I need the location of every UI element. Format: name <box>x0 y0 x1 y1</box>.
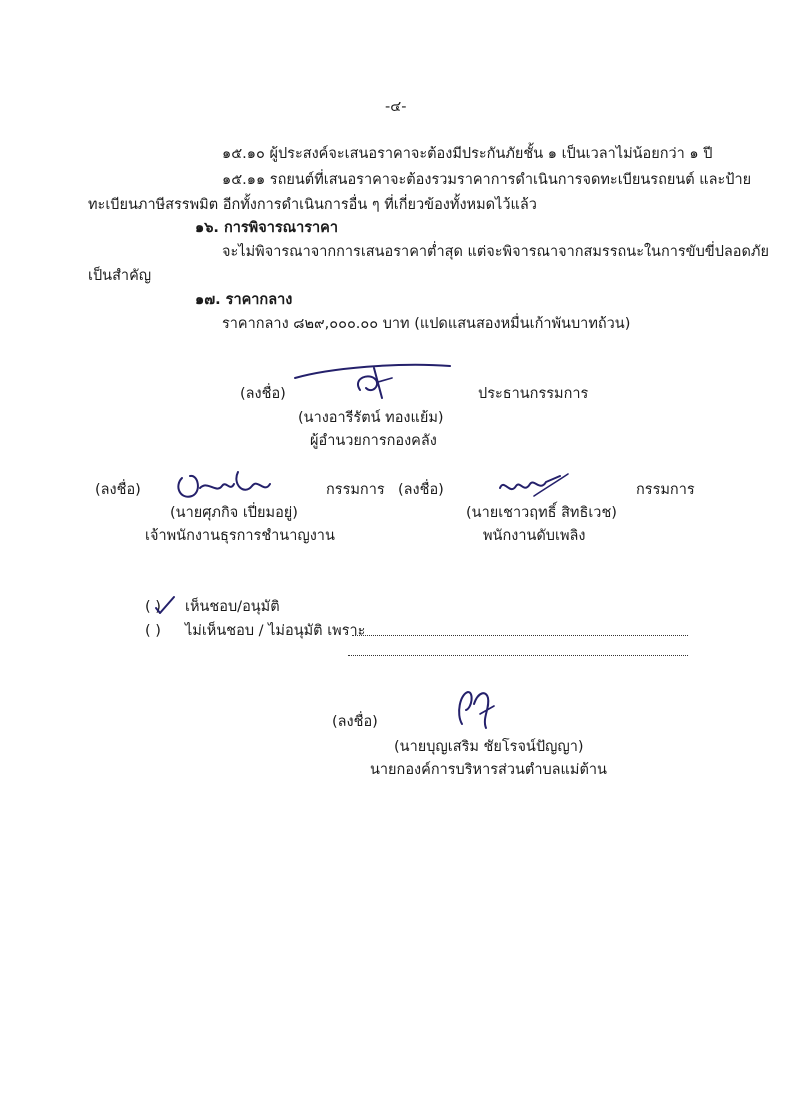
section-16-line2: เป็นสำคัญ <box>88 268 152 284</box>
chairman-name: (นางอารีรัตน์ ทองแย้ม) <box>298 410 444 426</box>
reject-reason-line-1 <box>352 635 688 636</box>
member1-sign-label: (ลงชื่อ) <box>95 482 141 498</box>
chairman-role: ประธานกรรมการ <box>478 386 589 402</box>
approve-text: เห็นชอบ/อนุมัติ <box>185 599 280 615</box>
clause-15-11-line1: ๑๕.๑๑ รถยนต์ที่เสนอราคาจะต้องรวมราคาการดำเนินการจดทะเบียนรถยนต์ และป้าย <box>222 172 752 188</box>
member1-position: เจ้าพนักงานธุรการชำนาญงาน <box>145 528 335 544</box>
member1-role: กรรมการ <box>326 482 385 498</box>
member2-sign-label: (ลงชื่อ) <box>398 482 444 498</box>
page-number: -๔- <box>385 99 407 115</box>
member2-role: กรรมการ <box>636 482 695 498</box>
mayor-name: (นายบุญเสริม ชัยโรจน์ปัญญา) <box>394 739 584 755</box>
mayor-signature <box>452 684 502 734</box>
chairman-sign-label: (ลงชื่อ) <box>240 386 286 402</box>
clause-15-10: ๑๕.๑๐ ผู้ประสงค์จะเสนอราคาจะต้องมีประกันภัยชั้น ๑ เป็นเวลาไม่น้อยกว่า ๑ ปี <box>222 146 713 162</box>
mayor-sign-label: (ลงชื่อ) <box>332 714 378 730</box>
section-17-heading: ๑๗. ราคากลาง <box>195 292 293 308</box>
reject-checkbox[interactable] <box>145 622 161 640</box>
section-17-line1: ราคากลาง ๘๒๙,๐๐๐.๐๐ บาท (แปดแสนสองหมื่นเก้าพันบาทถ้วน) <box>222 316 631 332</box>
chairman-signature <box>290 360 460 400</box>
reject-paren: ( ) <box>145 623 161 639</box>
approve-check-mark <box>150 594 180 616</box>
member1-name: (นายศุภกิจ เปี่ยมอยู่) <box>170 505 298 521</box>
approve-paren: ( ) <box>145 599 161 615</box>
clause-15-11-line2: ทะเบียนภาษีสรรพมิต อีกทั้งการดำเนินการอื่น ๆ ที่เกี่ยวข้องทั้งหมดไว้แล้ว <box>88 197 537 213</box>
section-16-heading: ๑๖. การพิจารณาราคา <box>195 220 339 236</box>
section-16-line1: จะไม่พิจารณาจากการเสนอราคาต่ำสุด แต่จะพิจารณาจากสมรรถนะในการขับขี่ปลอดภัย <box>222 244 769 260</box>
member1-signature <box>172 466 282 502</box>
reject-reason-line-2 <box>348 655 688 656</box>
member2-position: พนักงานดับเพลิง <box>483 528 586 544</box>
member2-name: (นายเชาวฤทธิ์ สิทธิเวช) <box>466 505 617 521</box>
chairman-position: ผู้อำนวยการกองคลัง <box>310 433 437 449</box>
mayor-position: นายกองค์การบริหารส่วนตำบลแม่ต้าน <box>370 762 607 778</box>
reject-text: ไม่เห็นชอบ / ไม่อนุมัติ เพราะ <box>185 623 366 639</box>
member2-signature <box>494 470 574 500</box>
